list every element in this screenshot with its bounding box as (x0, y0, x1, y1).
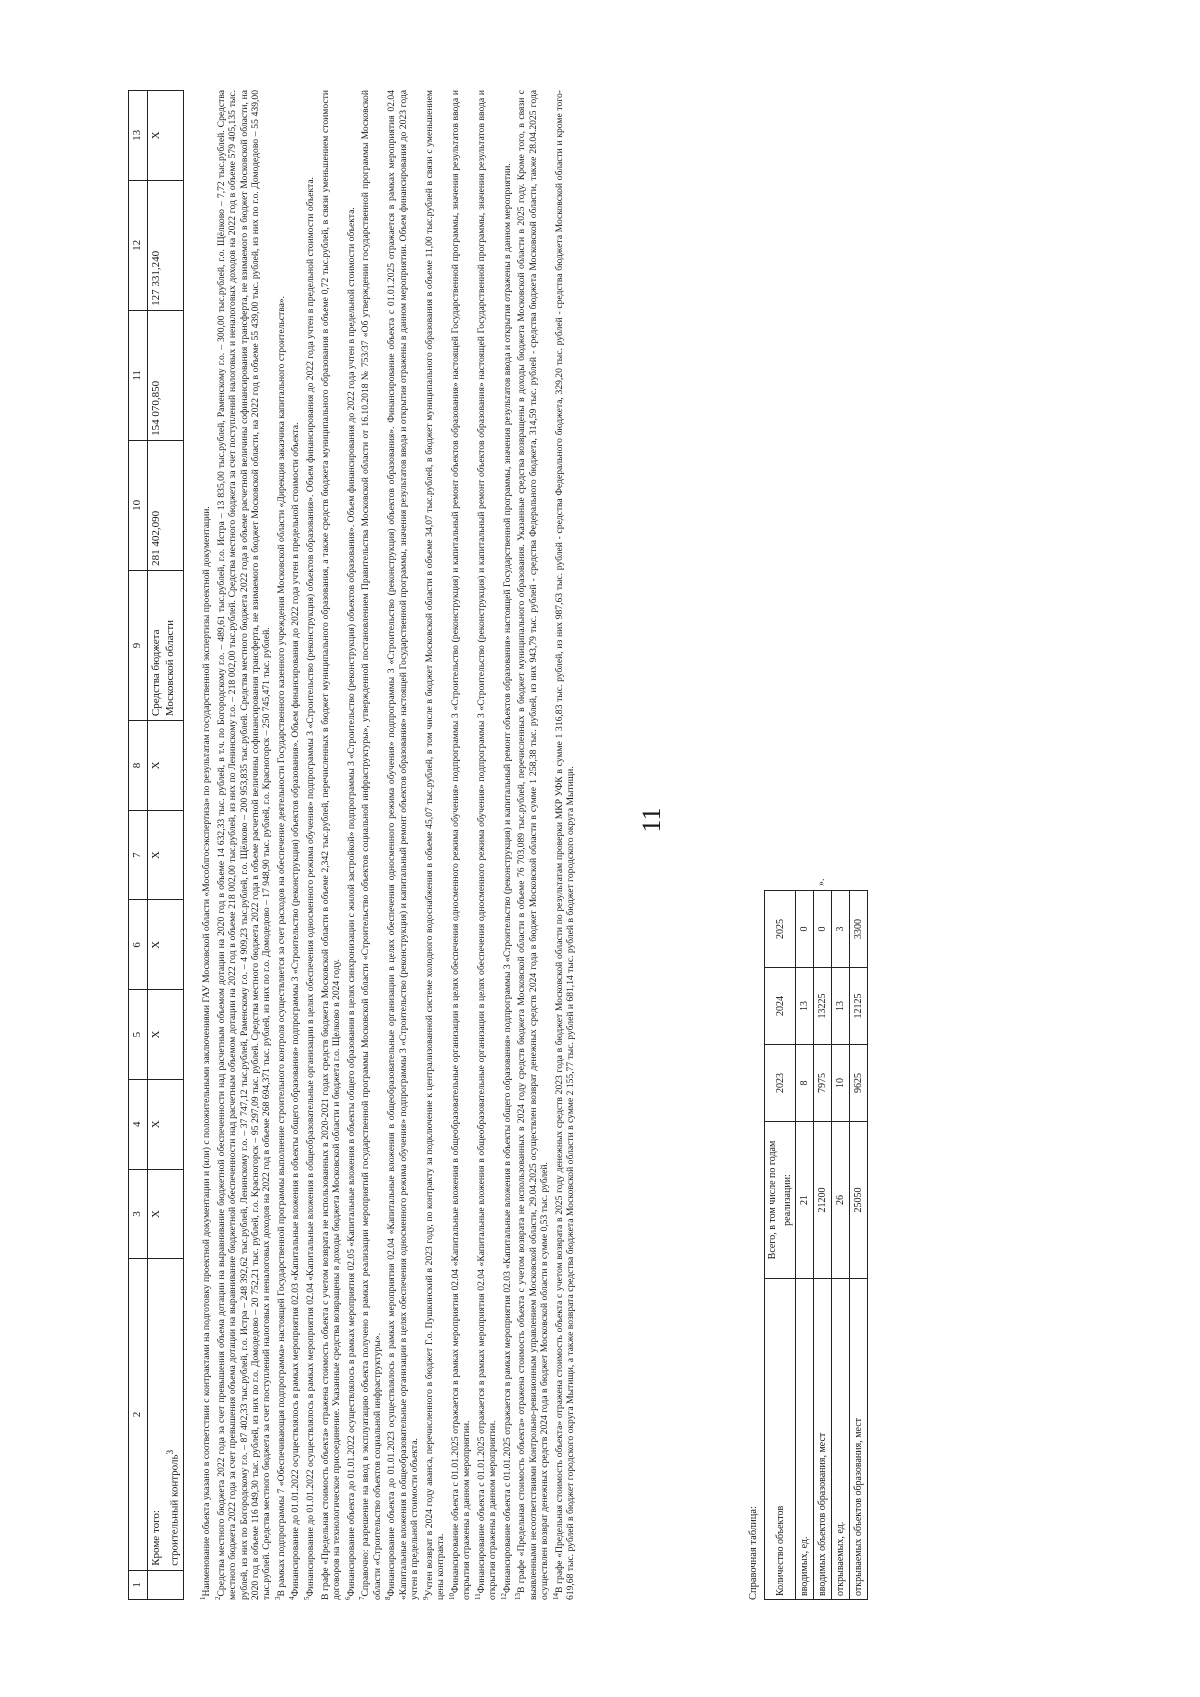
reference-table-row (832, 891, 850, 1600)
footnote-text: Финансирование до 01.01.2022 осуществлялось в рамках мероприятия 02.03 «Капитальные вложения в объекты общего образования» подпрограммы 3 «Строительство (реконструкция) объектов образования». Объем финансирования до 2022 года учтен в предельной стоимости объекта. (290, 422, 302, 1597)
header-cell: 10 (129, 440, 148, 570)
header-cell: 7 (129, 810, 148, 900)
footnote (198, 90, 213, 1600)
footnote (421, 90, 447, 1600)
footnote-number: 8 (384, 1596, 393, 1600)
ref-header-cell: Всего, в том числе по годам реализации: (765, 1122, 796, 1279)
footnote-number: 6 (343, 1596, 352, 1600)
ref-cell: 13225 (814, 968, 832, 1045)
ref-header-cell: 2024 (765, 968, 796, 1045)
budget-table (128, 90, 184, 1600)
ref-cell: 25050 (850, 1122, 868, 1279)
header-cell: 13 (129, 91, 148, 181)
page-number: 11 (637, 807, 666, 833)
row-cell-name (148, 1259, 184, 1570)
footnote-number: 13 (514, 1593, 523, 1600)
reference-table-header (765, 891, 796, 1600)
footnote-number: 9 (421, 1596, 430, 1600)
reference-table-title: Справочная таблица: (748, 1506, 759, 1600)
row-name-line2: строительный контроль (168, 1454, 181, 1566)
header-cell: 11 (129, 310, 148, 440)
header-cell: 1 (129, 1570, 148, 1599)
row-name-line1: Кроме того: (150, 1510, 162, 1566)
header-cell: 4 (129, 1079, 148, 1169)
row-cell-5: X (148, 990, 184, 1080)
ref-cell: 3 (832, 891, 850, 968)
row-cell-12: 127 331,240 (148, 180, 184, 310)
footnote-number: 11 (473, 1593, 482, 1600)
footnote (273, 90, 288, 1600)
row-cell-4: X (148, 1079, 184, 1169)
ref-cell: вводимых объектов образования, мест (814, 1279, 832, 1600)
footnote-number: 1 (199, 1596, 207, 1600)
header-cell: 9 (129, 570, 148, 720)
footnote-text: Финансирование объекта до 01.01.2022 осуществлялось в рамках мероприятия 02.05 «Капитальные вложения в объекты общего образования в целях синхронизации с жилой застройкой» подпрограммы 3 «Строительство (реконструкция) объектов образования». Объем финансирования до 2022 года учтен в предельной стоимости объекта. (345, 207, 357, 1597)
ref-cell: 7975 (814, 1045, 832, 1122)
footnote-text: Наименование объекта указано в соответствии с контрактами на подготовку проектной документации и (или) с положительными заключениями ГАУ Московской области «Мособлгосэкспертиза» по результатам государственной экспертизы проектной документации. (201, 506, 213, 1597)
ref-header-cell: 2023 (765, 1045, 796, 1122)
header-cell: 6 (129, 900, 148, 990)
ref-cell: 8 (796, 1045, 814, 1122)
row-cell-13: X (148, 91, 184, 181)
ref-cell: 9625 (850, 1045, 868, 1122)
footnote-number: 2 (213, 1596, 222, 1600)
ref-cell: открываемых объектов образования, мест (850, 1279, 868, 1600)
reference-table-row (814, 891, 832, 1600)
footnote-text: В графе «Предельная стоимость объекта» отражена стоимость объекта с учетом возврата не использованных в 2020-2021 годах средств бюджета Московской области в объеме 2,342 тыс.рублей, перечисленных в бюджет муниципального образования, а также средств бюджета муниципального образования в объеме 0,72 тыс.рублей, в связи уменьшением стоимости договоров на технологическое присоединение. Указанные средства возвращены в доходы бюджета Московской области и бюджета г.о. Щелково в 2024 году. (319, 90, 343, 1600)
footnote-text: Финансирование объекта с 01.01.2025 отражается в рамках мероприятия 02.04 «Капитальные вложения в общеобразовательные организации в целях обеспечения односменного режима обучения» подпрограммы 3 «Строительство (реконструкция) и капитальный ремонт объектов образования» настоящей Государственной программы, значения результатов ввода и открытия отражены в данном мероприятии. (449, 90, 473, 1600)
footnote-number: 4 (288, 1596, 297, 1600)
ref-cell: 3300 (850, 891, 868, 968)
footnote (317, 90, 343, 1600)
row-cell-8: X (148, 721, 184, 811)
reference-table (764, 890, 868, 1600)
ref-header-cell: Количество объектов (765, 1279, 796, 1600)
footnote-number: 12 (499, 1593, 508, 1600)
ref-cell: 10 (832, 1045, 850, 1122)
header-cell: 8 (129, 721, 148, 811)
ref-cell: 13 (796, 968, 814, 1045)
header-cell: 5 (129, 990, 148, 1080)
footnote (551, 90, 577, 1600)
footnote-text: Финансирование объекта с 01.01.2025 отражается в рамках мероприятия 02.03 «Капитальные вложения в объекты общего образования» подпрограммы 3 «Строительство (реконструкция) и капитальный ремонт объектов образования» настоящей Государственной программы, значения результатов ввода и открытия отражены в данном мероприятии. (501, 163, 513, 1593)
ref-cell: 21200 (814, 1122, 832, 1279)
footnote (357, 90, 383, 1600)
closing-mark: ». (816, 878, 827, 886)
footnote-text: В рамках подпрограммы 7 «Обеспечивающая подпрограмма» настоящей Государственной программы выполнение строительного контроля осуществляется за счет расходов на обеспечение деятельности Государственного казенного учреждения Московской области «Дирекция заказчика капитального строительства». (276, 295, 287, 1597)
row-name-sup: 3 (165, 1449, 175, 1455)
footnote (213, 90, 273, 1600)
footnote (499, 90, 514, 1600)
header-cell: 12 (129, 180, 148, 310)
footnote-number: 7 (358, 1596, 367, 1600)
reference-table-row (850, 891, 868, 1600)
footnote-text: Финансирование объекта с 01.01.2025 отражается в рамках мероприятия 02.04 «Капитальные вложения в общеобразовательные организации в целях обеспечения односменного режима обучения» подпрограммы 3 «Строительство (реконструкция) и капитальный ремонт объектов образования» настоящей Государственной программы, значения результатов ввода и открытия отражены в данном мероприятии. (475, 90, 499, 1600)
ref-cell: 12125 (850, 968, 868, 1045)
ref-cell: 0 (796, 891, 814, 968)
footnote-text: В графе «Предельная стоимость объекта» отражена стоимость объекта с учетом возврата в 2025 году денежных средств 2023 года в бюджет Московской области по результатам проверки МКР УФК в сумме 1 316,83 тыс. рублей, из них 987,63 тыс. рублей - средства Федерального бюджета, 329,20 тыс. рублей - средства бюджета Московской области и кроме того- 619,68 тыс. рублей в бюджет городского округа Мытищи, а также возврата средства бюджета Московской области в сумме 2 155,77 тыс. рублей и 681,14 тыс. рублей в бюджет городского округа Мытищи. (553, 90, 577, 1600)
header-cell: 2 (129, 1259, 148, 1570)
footnote-number: 14 (551, 1593, 560, 1600)
footnote (287, 90, 302, 1600)
footnote-text: Финансирование объекта до 01.01.2023 осуществлялось в рамках мероприятия 02.04 «Капитальные вложения в общеобразовательные организации в целях обеспечения односменного режима обучения» подпрограммы 3 «Строительство (реконструкция) объектов образования». Финансирование объекта с 01.01.2025 отражается в рамках мероприятия 02.04 «Капитальные вложения в общеобразовательные организации в целях обеспечения односменного режима обучения» подпрограммы 3 «Строительство (реконструкция) и капитальный ремонт объектов образования» настоящей Государственной программы, значения результатов ввода и открытия отражены в данном мероприятии. Объем финансирования до 2023 года учтен в предельной стоимости объекта. (386, 90, 421, 1600)
ref-cell: открываемых, ед. (832, 1279, 850, 1600)
footnote-text: Учтен возврат в 2024 году аванса, перечисленного в бюджет Г.о. Пушкинский в 2023 году, по контракту за подключение к централизованной системе холодного водоснабжения в объеме 45,07 тыс.рублей, в том числе в бюджет Московской области в объеме 34,07 тыс.рублей, в бюджет муниципального образования в объеме 11,00 тыс.рублей в связи с уменьшением цены контракта. (423, 90, 447, 1600)
footnote (343, 90, 358, 1600)
row-cell-funding-source: Средства бюджета Московской области (148, 570, 184, 720)
ref-cell: 13 (832, 968, 850, 1045)
ref-cell: 21 (796, 1122, 814, 1279)
footnote (473, 90, 499, 1600)
ref-header-cell: 2025 (765, 891, 796, 968)
rotated-sheet (128, 90, 864, 1600)
footnote-text: Средства местного бюджета 2022 года за счет превышения объема дотации на выравнивание бюджетной обеспеченности над расчетным объемом дотации на 2020 год в объеме 14 632,33 тыс. рублей, в т.ч. по Богородскому г.о. – 489,61 тыс.рублей, г.о. Истра – 13 835,00 тыс.рублей, Раменскому г.о. – 300,00 тыс.рублей, г.о. Щёлково – 7,72 тыс.рублей. Средства местного бюджета 2022 года за счет превышения объема дотации на выравнивание бюджетной обеспеченности над расчетным объемом дотации на 2022 год в объеме 218 002,00 тыс.рублей, из них по Ленинскому г.о. – 218 002,00 тыс.рублей. Средства местного бюджета за счет поступлений налоговых и неналоговых доходов на 2022 год в объеме 579 405,135 тыс. рублей, из них по Богородскому г.о. – 87 402,33 тыс.рублей, г.о. Истра – 248 392,62 тыс.рублей, Ленинскому г.о. – 37 747,12 тыс.рублей, Раменскому г.о. – 4 909,23 тыс.рублей, г.о. Щёлково – 200 953,835 тыс.рублей. Средства местного бюджета 2022 года в объеме расчетной величины софинансирования трансферта, не взимаемого в бюджет Московской области, на 2020 год в объеме 116 049,30 тыс. рублей, из них по г.о. Домодедово – 20 752,21 тыс. рублей, г.о. Красногорск – 95 297,09 тыс. рублей. Средства местного бюджета 2022 года в объеме расчетной величины софинансирования трансферта, не взимаемого в бюджет Московской области, на 2022 год в объеме 55 439,00 тыс. рублей, из них по г.о. Домодедово – 55 439,00 тыс.рублей. Средства местного бюджета за счет поступлений налоговых и неналоговых доходов на 2022 год в объеме 268 694,371 тыс. рублей, из них по г.о. Домодедово – 17 948,90 тыс. рублей, г.о. Красногорск – 250 745,471 тыс. рублей. (215, 90, 273, 1600)
row-cell-1 (148, 1570, 184, 1599)
footnote (383, 90, 420, 1600)
footnote (447, 90, 473, 1600)
footnote-text: Справочно: разрешение на ввод в эксплуатацию объекта получено в рамках реализации мероприятий государственной программы Московской области «Строительство объектов социальной инфраструктуры», утвержденной постановлением Правительства Московской области от 16.10.2018 № 753/37 «Об утверждении государственной программы Московской области «Строительство объектов социальной инфраструктуры». (360, 90, 383, 1600)
table-header-row (129, 91, 148, 1600)
ref-cell: 0 (814, 891, 832, 968)
footnote (302, 90, 317, 1600)
header-cell: 3 (129, 1169, 148, 1259)
reference-table-row (796, 891, 814, 1600)
ref-cell: вводимых, ед. (796, 1279, 814, 1600)
ref-cell: 26 (832, 1122, 850, 1279)
footnote-text: В графе «Предельная стоимость объекта» отражена стоимость объекта с учетом возврата не использованных в 2024 году средств бюджета Московской области в объеме 76 703,089 тыс.рублей, перечисленных в бюджет муниципального образования. Указанные средства возвращены в доходы бюджета Московской области в 2025 году. Кроме того, в связи с выявленными несоответствиями Контрольно-ревизионным управлением Московской области, 29.04.2025 осуществлен возврат денежных средств 2024 года в бюджет Московской области в сумме 1 258,38 тыс. рублей, из них 943,79 тыс. рублей - средства Федерального бюджета, 314,59 тыс. рублей - средства бюджета Московской области, также 28.04.2025 года осуществлен возврат денежных средств 2024 года в бюджет Московской области в сумме 0,53 тыс. рублей. (516, 90, 551, 1600)
row-cell-11: 154 070,850 (148, 310, 184, 440)
row-cell-7: X (148, 810, 184, 900)
footnote-text: Финансирование до 01.01.2022 осуществлялось в рамках мероприятия 02.04 «Капитальные вложения в общеобразовательные организации в целях обеспечения односменного режима обучения» подпрограммы 3 «Строительство (реконструкция) объектов образования». Объем финансирования до 2022 года учтен в предельной стоимости объекта. (305, 177, 317, 1597)
footnote-number: 5 (303, 1596, 311, 1600)
row-cell-3: X (148, 1169, 184, 1259)
footnote-number: 3 (273, 1596, 282, 1600)
footnotes (198, 90, 577, 1600)
footnote-number: 10 (447, 1593, 456, 1600)
table-row (148, 91, 184, 1600)
row-cell-10: 281 402,090 (148, 440, 184, 570)
footnote (513, 90, 550, 1600)
row-cell-6: X (148, 900, 184, 990)
